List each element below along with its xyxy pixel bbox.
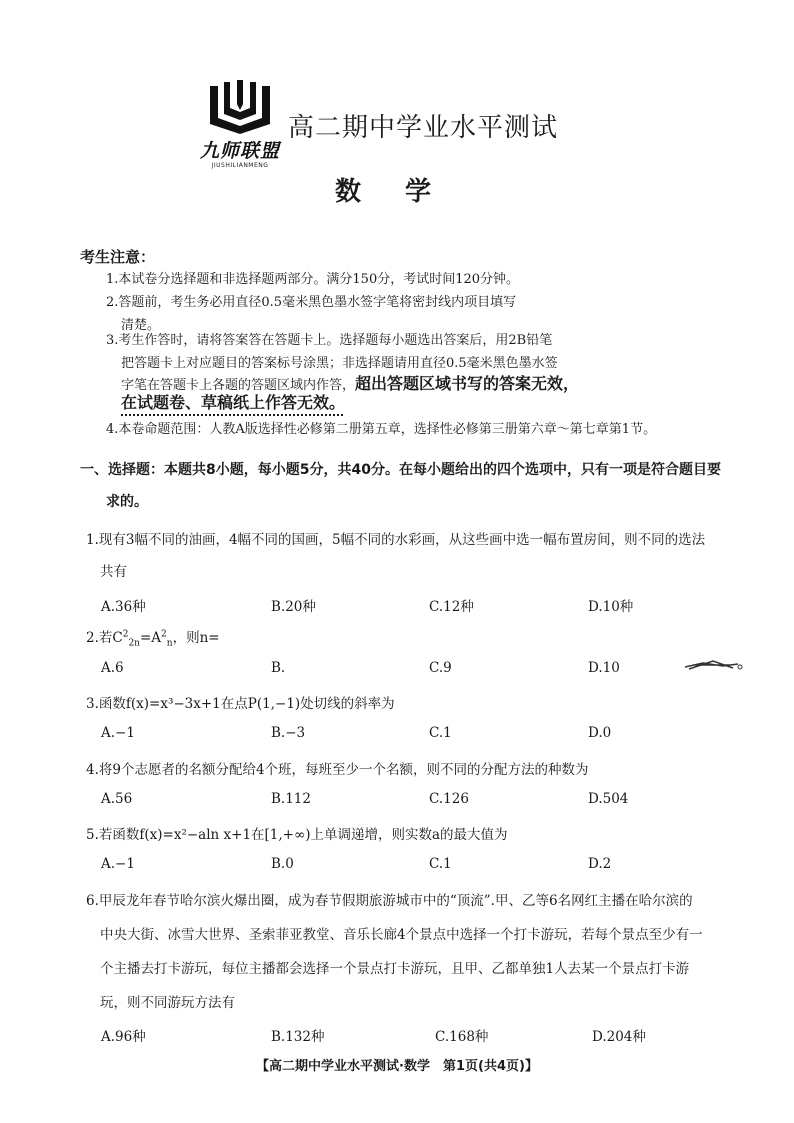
- q4-option-d: D.504: [588, 791, 629, 807]
- q3-option-b: B.−3: [271, 725, 306, 741]
- notice-item-3-cont-3: [121, 390, 345, 413]
- page-footer: 【高二期中学业水平测试·数学 第1页(共4页)】: [256, 1059, 538, 1074]
- notice-item-3: 3.考生作答时，请将答案答在答题卡上。选择题每小题选出答案后，用2B铅笔: [106, 333, 553, 348]
- question-1: 1.现有3幅不同的油画，4幅不同的国画，5幅不同的水彩画，从这些画中选一幅布置房间，则不同的选法: [86, 532, 706, 548]
- q2-c-sup: 2: [122, 629, 129, 640]
- q6-option-c: C.168种: [435, 1029, 489, 1045]
- question-4: 4.将9个志愿者的名额分配给4个班，每班至少一个名额，则不同的分配方法的种数为: [86, 762, 589, 778]
- question-6-cont-1: 中央大街、冰雪大世界、圣索菲亚教堂、音乐长廊4个景点中选择一个打卡游玩，若每个景点至少有一: [100, 927, 703, 943]
- notice-item-4: 4.本卷命题范围：人教A版选择性必修第二册第五章，选择性必修第三册第六章～第七章第1节。: [106, 422, 657, 437]
- q3-option-d: D.0: [588, 725, 612, 741]
- q1-option-b: B.20种: [271, 599, 316, 615]
- q2-text-3: ，则n=: [172, 630, 220, 646]
- q6-option-a: A.96种: [101, 1029, 146, 1045]
- q5-option-b: B.0: [271, 856, 294, 872]
- logo: [196, 78, 284, 178]
- q2-option-a: A.6: [101, 660, 124, 676]
- q3-option-c: C.1: [429, 725, 452, 741]
- notice-item-3-bold-dotted: 在试题卷、草稿纸上作答无效。: [121, 393, 346, 412]
- logo-subtitle: JIUSHILIANMENG: [211, 162, 269, 169]
- notice-item-3-cont-1: 把答题卡上对应题目的答案标号涂黑；非选择题请用直径0.5毫米黑色墨水签: [121, 356, 558, 371]
- q2-a-sup: 2: [161, 629, 167, 640]
- q2-c-sub: 2n: [128, 638, 140, 649]
- q2-text-1: 2.若C: [86, 630, 123, 646]
- q2-option-c: C.9: [429, 660, 452, 676]
- q2-option-d: D.10: [588, 660, 620, 676]
- notice-item-3-bold: 超出答题区域书写的答案无效，: [355, 374, 580, 393]
- q1-option-d: D.10种: [588, 599, 634, 615]
- question-6: 6.甲辰龙年春节哈尔滨火爆出圈，成为春节假期旅游城市中的“顶流”.甲、乙等6名网红主播在哈尔滨的: [86, 893, 693, 909]
- section-heading: 一、选择题：本题共8小题，每小题5分，共40分。在每小题给出的四个选项中，只有一项是符合题目要: [80, 462, 721, 478]
- q4-option-c: C.126: [429, 791, 469, 807]
- notice-item-3-normal: 字笔在答题卡上各题的答题区域内作答，: [121, 378, 356, 393]
- subject-title: 数学: [335, 177, 476, 207]
- exam-title: 高二期中学业水平测试: [288, 113, 559, 143]
- q4-option-a: A.56: [101, 791, 133, 807]
- q2-text-2: =A: [139, 630, 162, 646]
- question-6-cont-3: 玩，则不同游玩方法有: [100, 995, 235, 1011]
- q1-option-c: C.12种: [429, 599, 474, 615]
- notice-item-2: 2.答题前，考生务必用直径0.5毫米黑色墨水签字笔将密封线内项目填写: [106, 295, 517, 310]
- notice-item-1: 1.本试卷分选择题和非选择题两部分。满分150分，考试时间120分钟。: [106, 272, 520, 287]
- q6-option-d: D.204种: [592, 1029, 646, 1045]
- q1-option-a: A.36种: [101, 599, 146, 615]
- q5-option-c: C.1: [429, 856, 452, 872]
- q2-a-sub: n: [166, 638, 173, 649]
- q2-option-b: B.: [271, 660, 286, 676]
- section-heading-cont: 求的。: [106, 494, 148, 510]
- notice-title: 考生注意：: [80, 248, 156, 266]
- pen-scribble-icon: [683, 657, 743, 673]
- notice-item-2-cont: 清楚。: [121, 318, 161, 333]
- question-5: 5.若函数f(x)=x²−aln x+1在[1,+∞)上单调递增，则实数a的最大值为: [86, 827, 508, 843]
- logo-name: 九师联盟: [199, 140, 280, 162]
- q3-option-a: A.−1: [101, 725, 135, 741]
- q6-option-b: B.132种: [271, 1029, 325, 1045]
- q5-option-a: A.−1: [101, 856, 135, 872]
- question-6-cont-2: 个主播去打卡游玩，每位主播都会选择一个景点打卡游玩，且甲、乙都单独1人去某一个景点打卡游: [100, 961, 690, 977]
- question-3: 3.函数f(x)=x³−3x+1在点P(1,−1)处切线的斜率为: [86, 696, 395, 712]
- q4-option-b: B.112: [271, 791, 311, 807]
- q5-option-d: D.2: [588, 856, 612, 872]
- logo-emblem-icon: [196, 78, 284, 138]
- question-1-cont: 共有: [100, 564, 127, 580]
- question-2: [86, 626, 220, 649]
